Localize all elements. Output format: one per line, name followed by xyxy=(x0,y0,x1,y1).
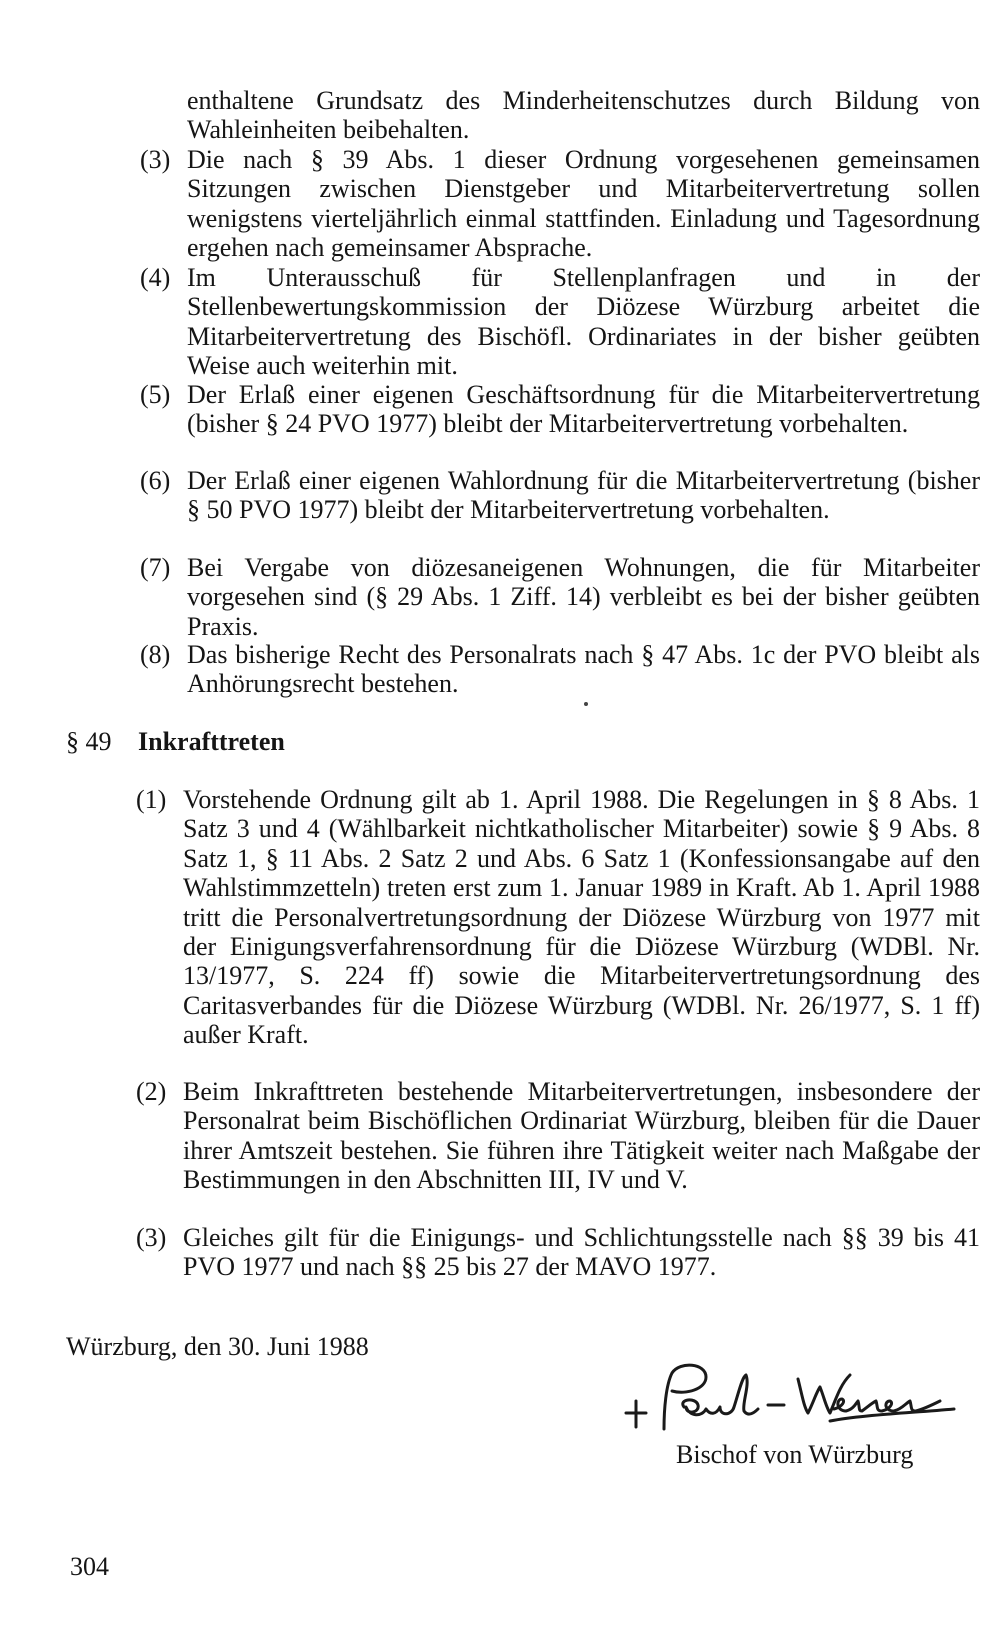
paragraph-text: Das bisherige Recht des Personalrats nach § 47 Abs. 1c der PVO bleibt als Anhörungsrecht bestehen. xyxy=(187,640,980,699)
page-number: 304 xyxy=(70,1552,109,1581)
section49-paragraph-3 xyxy=(136,1223,980,1282)
paragraph-text: Bei Vergabe von diözesaneigenen Wohnungen, die für Mitarbeiter vorgesehen sind (§ 29 Abs. 1 Ziff. 14) verbleibt es bei der bisher geübten Praxis. xyxy=(187,553,980,641)
paragraph-number: (3) xyxy=(136,1223,167,1252)
paragraph-5 xyxy=(140,380,980,439)
section49-paragraph-1 xyxy=(136,785,980,1050)
paragraph-4 xyxy=(140,263,980,381)
paragraph-text: Der Erlaß einer eigenen Wahlordnung für die Mitarbeitervertretung (bisher § 50 PVO 1977) bleibt der Mitarbeitervertretung vorbehalten. xyxy=(187,466,980,525)
section-title: Inkrafttreten xyxy=(138,727,285,756)
paragraph-text: Beim Inkrafttreten bestehende Mitarbeitervertretungen, insbesondere der Personalrat beim Bischöflichen Ordinariat Würzburg, bleiben für die Dauer ihrer Amtszeit bestehen. Sie führen ihre Tätigkeit weiter nach Maßgabe der Bestimmungen in den Abschnitten III, IV und V. xyxy=(183,1077,980,1195)
paragraph-number: (6) xyxy=(140,466,171,495)
paragraph-text: Vorstehende Ordnung gilt ab 1. April 1988. Die Regelungen in § 8 Abs. 1 Satz 3 und 4 (Wählbarkeit nichtkatholischer Mitarbeiter) sowie § 9 Abs. 8 Satz 1, § 11 Abs. 2 Satz 2 und Abs. 6 Satz 1 (Konfessionsangabe auf den Wahlstimmzetteln) treten erst zum 1. Januar 1989 in Kraft. Ab 1. April 1988 tritt die Personalvertretungsordnung der Diözese Würzburg von 1977 mit der Einigungsverfahrensordnung für die Diözese Würzburg (WDBl. Nr. 13/1977, S. 224 ff) sowie die Mitarbeitervertretungsordnung des Caritasverbandes für die Diözese Würzburg (WDBl. Nr. 26/1977, S. 1 ff) außer Kraft. xyxy=(183,785,980,1050)
paragraph-number: (7) xyxy=(140,553,171,582)
paragraph-number: (5) xyxy=(140,380,171,409)
paragraph-text: Der Erlaß einer eigenen Geschäftsordnung für die Mitarbeitervertretung (bisher § 24 PVO 1977) bleibt der Mitarbeitervertretung vorbehalten. xyxy=(187,380,980,439)
paragraph-number: (2) xyxy=(136,1077,167,1106)
place-date: Würzburg, den 30. Juni 1988 xyxy=(66,1332,369,1361)
section-heading xyxy=(66,727,285,756)
paragraph-8 xyxy=(140,640,980,699)
paragraph-text: Im Unterausschuß für Stellenplanfragen und in der Stellenbewertungskommission der Diözese Würzburg arbeitet die Mitarbeitervertretung des Bischöfl. Ordinariates in der bisher geübten Weise auch weiterhin mit. xyxy=(187,263,980,381)
paragraph-3 xyxy=(140,145,980,263)
handwritten-signature xyxy=(620,1355,980,1445)
paragraph-text: enthaltene Grundsatz des Minderheitenschutzes durch Bildung von Wahleinheiten beibehalten. xyxy=(187,86,980,145)
scan-speck xyxy=(584,702,588,706)
paragraph-text: Gleiches gilt für die Einigungs- und Schlichtungsstelle nach §§ 39 bis 41 PVO 1977 und nach §§ 25 bis 27 der MAVO 1977. xyxy=(183,1223,980,1282)
paragraph-6 xyxy=(140,466,980,525)
paragraph-7 xyxy=(140,553,980,641)
paragraph-number: (3) xyxy=(140,145,171,174)
section-symbol: § 49 xyxy=(66,727,112,756)
paragraph-continuation xyxy=(187,86,980,145)
paragraph-number: (1) xyxy=(136,785,167,814)
paragraph-number: (8) xyxy=(140,640,171,669)
paragraph-text: Die nach § 39 Abs. 1 dieser Ordnung vorgesehenen gemeinsamen Sitzungen zwischen Dienstgeber und Mitarbeitervertretung sollen wenigstens vierteljährlich einmal stattfinden. Einladung und Tagesordnung ergehen nach gemeinsamer Absprache. xyxy=(187,145,980,263)
paragraph-number: (4) xyxy=(140,263,171,292)
section49-paragraph-2 xyxy=(136,1077,980,1195)
signature-role: Bischof von Würzburg xyxy=(676,1440,914,1469)
